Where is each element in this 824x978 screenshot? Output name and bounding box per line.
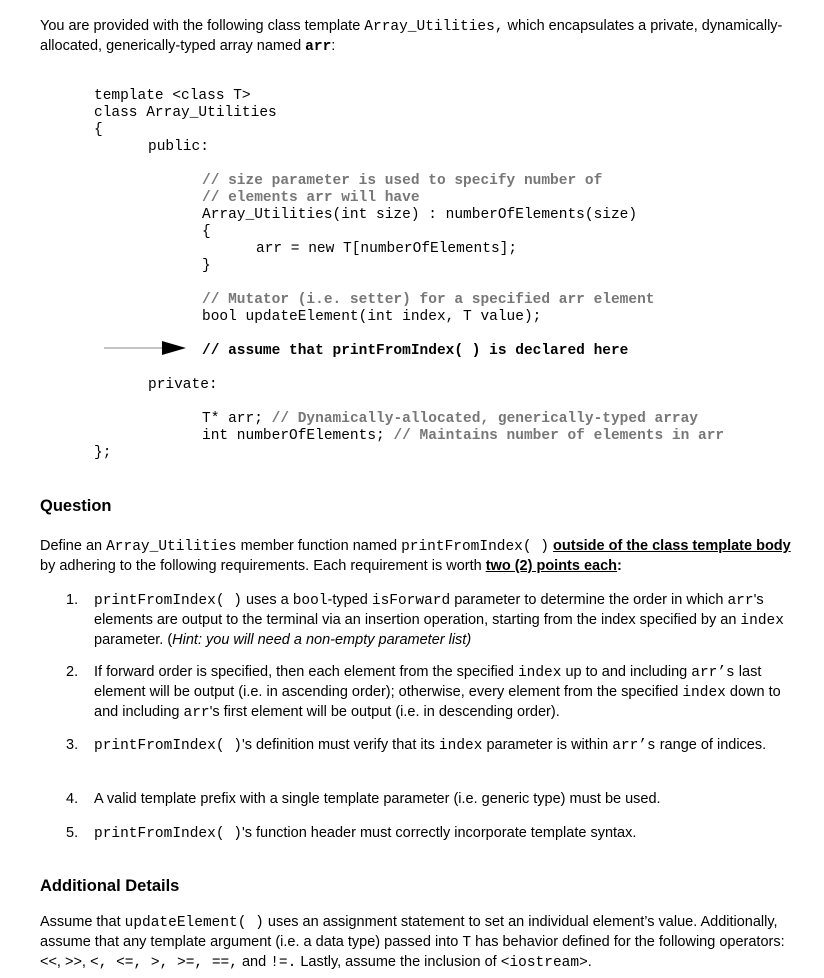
function-name-code: printFromIndex( ) [94, 738, 242, 754]
requirement-text: last element will be output (i.e. in ascending order); otherwise, every element from the specified [94, 664, 762, 700]
code-text: arr’s [691, 665, 735, 681]
requirement-text: A valid template prefix with a single template parameter (i.e. generic type) must be used. [94, 791, 661, 807]
list-number: 2. [66, 664, 79, 680]
requirement-text: up to and including [561, 664, 692, 680]
code-line: { [202, 224, 211, 240]
code-line: Array_Utilities(int size) : numberOfElements(size) [202, 207, 638, 223]
details-text: Assume that [40, 914, 125, 930]
function-name-code: printFromIndex( ) [401, 539, 549, 555]
code-text: <iostream> [500, 955, 588, 971]
intro-text: : [331, 38, 336, 54]
code-text: index [517, 665, 562, 681]
function-name-code: printFromIndex( ) [94, 826, 242, 842]
requirement-text: 's function header must correctly incorporate template syntax. [241, 825, 637, 841]
code-text: arr [183, 705, 210, 721]
class-name-code: Array_Utilities, [364, 19, 504, 35]
code-line: class Array_Utilities [94, 105, 277, 121]
requirement-text: 's first element will be output (i.e. in descending order). [209, 704, 560, 720]
requirement-item [66, 591, 786, 650]
code-text: index [682, 685, 726, 701]
arrow-icon [104, 340, 186, 356]
code-line: public: [148, 139, 209, 155]
requirement-item [66, 663, 786, 723]
requirement-item [66, 736, 786, 756]
requirement-text: 's definition must verify that its [241, 737, 439, 753]
code-line: private: [148, 377, 218, 393]
code-text: int numberOfElements; [202, 428, 394, 444]
question-paragraph [40, 537, 800, 576]
question-text: by adhering to the following requirements. Each requirement is worth [40, 558, 486, 574]
code-text: T* arr; [202, 411, 272, 427]
details-text: and [237, 954, 271, 970]
code-text: T [462, 935, 472, 951]
requirement-text: uses a [241, 592, 293, 608]
list-number: 1. [66, 592, 79, 608]
code-line: arr = new T[numberOfElements]; [256, 241, 518, 257]
code-text: arr’s [612, 738, 656, 754]
code-line: bool updateElement(int index, T value); [202, 309, 542, 325]
details-paragraph [40, 913, 800, 973]
code-line [202, 428, 724, 445]
intro-paragraph [40, 17, 800, 57]
list-number: 3. [66, 737, 79, 753]
code-text: index [740, 613, 784, 629]
code-comment: // size parameter is used to specify number of [202, 173, 603, 189]
details-text: has behavior defined for the following operators: <<, >>, [40, 934, 785, 970]
code-line: } [202, 258, 211, 274]
details-text: . [587, 954, 592, 970]
arr-code: arr [305, 39, 332, 55]
hint-text: Hint: you will need a non-empty parameter list) [172, 632, 472, 648]
requirement-text: down to and including [94, 684, 781, 720]
question-heading: Question [40, 497, 112, 515]
requirement-text: parameter. ( [94, 632, 173, 648]
requirement-text: 's elements are output to the terminal via an insertion operation, starting from the index specified by an [94, 592, 764, 628]
requirement-text: parameter to determine the order in which [450, 592, 728, 608]
code-declaration-comment: // assume that printFromIndex( ) is declared here [202, 343, 629, 359]
question-text: member function named [236, 538, 402, 554]
code-line: { [94, 122, 103, 138]
code-comment: // elements arr will have [202, 190, 420, 206]
code-text: <, <=, >, >=, ==, [90, 955, 238, 971]
code-text: isForward [371, 593, 451, 609]
question-text: Define an [40, 538, 107, 554]
question-text: : [617, 558, 622, 574]
requirement-text: range of indices. [655, 737, 767, 753]
intro-text: which encapsulates a private, dynamically-allocated, generically-typed array named [40, 18, 783, 54]
code-text: !=. [270, 955, 297, 971]
code-text: arr [727, 593, 754, 609]
code-line [202, 411, 698, 428]
requirement-text: parameter is within [482, 737, 613, 753]
class-name-code: Array_Utilities [106, 539, 237, 555]
code-text: bool [292, 593, 328, 609]
details-text: Lastly, assume the inclusion of [296, 954, 501, 970]
emphasis-text: two (2) points each [485, 558, 618, 574]
requirement-text: -typed [327, 592, 372, 608]
code-line: template <class T> [94, 88, 251, 104]
code-comment: // Dynamically-allocated, generically-typed array [271, 411, 698, 427]
requirement-item [66, 790, 786, 809]
code-comment: // Mutator (i.e. setter) for a specified arr element [202, 292, 655, 308]
list-number: 4. [66, 791, 79, 807]
details-heading: Additional Details [40, 877, 180, 895]
requirement-text: If forward order is specified, then each element from the specified [94, 664, 518, 680]
requirement-item [66, 824, 786, 844]
details-text: uses an assignment statement to set an individual element’s value. Additionally, assume that any template argument (i.e. a data type) passed into [40, 914, 778, 950]
list-number: 5. [66, 825, 79, 841]
code-comment: // Maintains number of elements in arr [393, 428, 725, 444]
intro-text: You are provided with the following class template [40, 18, 365, 34]
function-name-code: updateElement( ) [124, 915, 264, 931]
code-line: }; [94, 445, 112, 461]
emphasis-text: outside of the class template body [553, 538, 791, 554]
code-text: index [438, 738, 483, 754]
function-name-code: printFromIndex( ) [94, 593, 242, 609]
